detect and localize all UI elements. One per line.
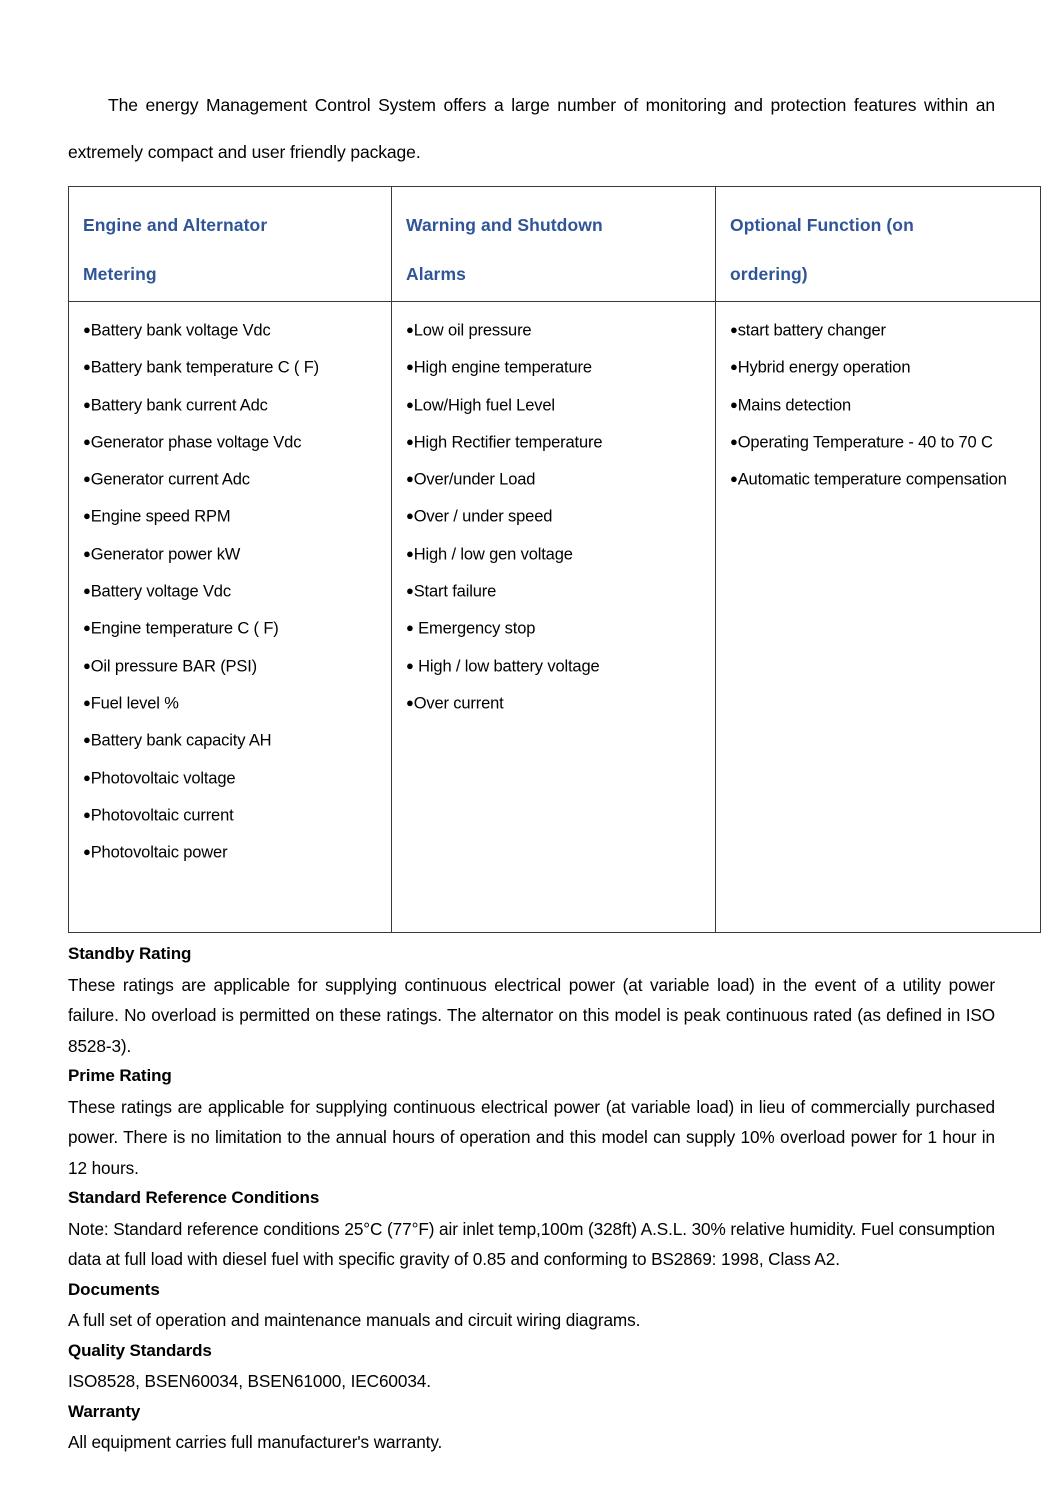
bullet-icon: ● bbox=[83, 433, 91, 449]
feature-list-item-label: Battery bank current Adc bbox=[90, 396, 268, 415]
feature-list-item bbox=[83, 424, 391, 461]
feature-list-item-label: Emergency stop bbox=[413, 619, 536, 638]
feature-list-item bbox=[83, 685, 391, 722]
feature-list-item bbox=[406, 498, 715, 535]
feature-list-item bbox=[730, 461, 1040, 498]
bullet-icon: ● bbox=[730, 396, 738, 412]
bullet-icon: ● bbox=[406, 396, 414, 412]
feature-list-item bbox=[83, 834, 391, 871]
feature-list-item-label: Low/High fuel Level bbox=[413, 396, 555, 415]
bullet-icon: ● bbox=[83, 657, 91, 673]
feature-list-item bbox=[83, 722, 391, 759]
feature-list-item bbox=[83, 573, 391, 610]
feature-list-item bbox=[83, 349, 391, 386]
feature-list-item bbox=[83, 387, 391, 424]
feature-list-item bbox=[730, 349, 1040, 386]
feature-list-item-label: Over / under speed bbox=[413, 507, 553, 526]
feature-list-item-label: Low oil pressure bbox=[413, 321, 532, 340]
feature-list-item bbox=[83, 312, 391, 349]
bullet-icon: ● bbox=[406, 359, 414, 375]
section-body-text: All equipment carries full manufacturer's warranty. bbox=[68, 1432, 443, 1452]
feature-list-item-label: Photovoltaic power bbox=[90, 843, 228, 862]
bullet-icon: ● bbox=[406, 322, 414, 337]
feature-list-item-label: Oil pressure BAR (PSI) bbox=[90, 657, 258, 676]
bullet-icon: ● bbox=[83, 806, 91, 822]
bullet-icon: ● bbox=[406, 583, 414, 599]
feature-list-item bbox=[406, 424, 715, 461]
bullet-icon: ● bbox=[406, 471, 414, 487]
feature-list-item-label: Over current bbox=[413, 694, 504, 713]
bullet-icon: ● bbox=[406, 694, 414, 710]
feature-list-item bbox=[730, 387, 1040, 424]
feature-list-item-label: Battery bank capacity AH bbox=[90, 731, 272, 750]
feature-list-item-label: Fuel level % bbox=[90, 694, 179, 713]
header-line-2: Alarms bbox=[406, 264, 466, 284]
table-body-cell-optional-function bbox=[716, 302, 1041, 933]
section-heading: Warranty bbox=[68, 1401, 141, 1421]
table-body-row bbox=[69, 302, 1041, 933]
section-heading: Quality Standards bbox=[68, 1340, 212, 1360]
feature-list-item bbox=[406, 610, 715, 647]
feature-list-item bbox=[83, 610, 391, 647]
feature-list-item-label: Hybrid energy operation bbox=[737, 358, 911, 377]
bullet-icon: ● bbox=[83, 545, 91, 561]
bullet-icon: ● bbox=[83, 694, 91, 710]
bullet-icon: ● bbox=[730, 471, 738, 487]
feature-list-item bbox=[406, 648, 715, 685]
feature-list-item-label: Operating Temperature - 40 to 70 C bbox=[737, 433, 993, 452]
header-line-1: Optional Function (on bbox=[730, 215, 914, 235]
feature-list-item bbox=[406, 685, 715, 722]
table-header-cell-engine-alternator-metering bbox=[69, 187, 392, 302]
feature-list-item bbox=[83, 648, 391, 685]
feature-list-item bbox=[406, 312, 715, 349]
bullet-icon: ● bbox=[83, 396, 91, 412]
feature-list-item bbox=[406, 387, 715, 424]
header-line-2: ordering) bbox=[730, 264, 808, 284]
header-line-1: Engine and Alternator bbox=[83, 215, 268, 235]
feature-list-item-label: Mains detection bbox=[737, 396, 852, 415]
feature-list-item-label: Generator phase voltage Vdc bbox=[90, 433, 302, 452]
section-heading: Prime Rating bbox=[68, 1066, 172, 1085]
table-header-cell-optional-function bbox=[716, 187, 1041, 302]
feature-list-item-label: Photovoltaic voltage bbox=[90, 769, 236, 788]
bullet-icon: ● bbox=[83, 359, 91, 375]
feature-list-item-label: Battery bank voltage Vdc bbox=[90, 321, 271, 340]
section-body-text: Note: Standard reference conditions 25°C (77°F) air inlet temp,100m (328ft) A.S.L. 30% relative humidity. Fuel consumption data at full load with diesel fuel with specific gravity of 0.85 and conforming to BS2869: 1998, Class A2. bbox=[68, 1218, 995, 1269]
feature-list-item-label: start battery changer bbox=[737, 321, 886, 340]
table-body-cell-engine-alternator-metering bbox=[69, 302, 392, 933]
bullet-icon: ● bbox=[83, 620, 91, 636]
bullet-icon: ● bbox=[83, 471, 91, 487]
bullet-icon: ● bbox=[83, 769, 91, 785]
specification-sections bbox=[68, 939, 995, 1458]
section-body-text: A full set of operation and maintenance manuals and circuit wiring diagrams. bbox=[68, 1310, 641, 1330]
feature-list-column-3 bbox=[730, 312, 1040, 498]
section-body-text: These ratings are applicable for supplying continuous electrical power (at variable load) in lieu of commercially purchased power. There is no limitation to the annual hours of operation and this model can supply 10% overload power for 1 hour in 12 hours. bbox=[68, 1096, 995, 1178]
feature-list-item-label: High / low battery voltage bbox=[413, 657, 600, 676]
feature-list-item-label: Battery voltage Vdc bbox=[90, 582, 231, 601]
document-content bbox=[68, 82, 1007, 1458]
bullet-icon: ● bbox=[406, 620, 414, 636]
feature-list-column-2 bbox=[406, 312, 715, 722]
feature-list-item-label: Start failure bbox=[413, 582, 497, 601]
feature-list-item bbox=[83, 760, 391, 797]
feature-list-item-label: Over/under Load bbox=[413, 470, 536, 489]
table-body-cell-warning-shutdown-alarms bbox=[392, 302, 716, 933]
bullet-icon: ● bbox=[406, 433, 414, 449]
feature-list-item-label: Engine speed RPM bbox=[90, 507, 231, 526]
bullet-icon: ● bbox=[730, 359, 738, 375]
bullet-icon: ● bbox=[83, 322, 91, 337]
feature-list-item-label: High Rectifier temperature bbox=[413, 433, 603, 452]
header-line-1: Warning and Shutdown bbox=[406, 215, 603, 235]
section-body-text: These ratings are applicable for supplying continuous electrical power (at variable load) in the event of a utility power failure. No overload is permitted on these ratings. The alternator on this model is peak continuous rated (as defined in ISO 8528-3). bbox=[68, 974, 995, 1056]
feature-list-item bbox=[406, 573, 715, 610]
feature-list-item-label: High / low gen voltage bbox=[413, 545, 573, 564]
feature-list-item-label: Engine temperature C ( F) bbox=[90, 619, 279, 638]
feature-list-column-1 bbox=[83, 312, 391, 871]
feature-table bbox=[68, 186, 1041, 933]
intro-paragraph: The energy Management Control System offers a large number of monitoring and protection features within an extremely compact and user friendly package. bbox=[68, 95, 995, 162]
section-body-text: ISO8528, BSEN60034, BSEN61000, IEC60034. bbox=[68, 1371, 431, 1391]
bullet-icon: ● bbox=[406, 508, 414, 524]
feature-list-item bbox=[83, 797, 391, 834]
feature-list-item bbox=[83, 536, 391, 573]
table-header-row bbox=[69, 187, 1041, 302]
table-header-cell-warning-shutdown-alarms bbox=[392, 187, 716, 302]
section-heading: Standby Rating bbox=[68, 944, 192, 963]
section-heading: Standard Reference Conditions bbox=[68, 1188, 320, 1207]
bullet-icon: ● bbox=[406, 545, 414, 561]
feature-list-item bbox=[406, 536, 715, 573]
feature-list-item-label: Generator power kW bbox=[90, 545, 241, 564]
feature-list-item bbox=[406, 349, 715, 386]
bullet-icon: ● bbox=[83, 583, 91, 599]
bullet-icon: ● bbox=[406, 657, 414, 673]
feature-list-item bbox=[730, 424, 1040, 461]
feature-list-item-label: High engine temperature bbox=[413, 358, 592, 377]
bullet-icon: ● bbox=[730, 322, 738, 337]
bullet-icon: ● bbox=[83, 508, 91, 524]
feature-list-item-label: Photovoltaic current bbox=[90, 806, 234, 825]
bullet-icon: ● bbox=[83, 844, 91, 860]
feature-list-item-label: Automatic temperature compensation bbox=[737, 470, 1007, 489]
feature-list-item-label: Battery bank temperature C ( F) bbox=[90, 358, 319, 377]
bullet-icon: ● bbox=[730, 433, 738, 449]
feature-list-item bbox=[730, 312, 1040, 349]
header-line-2: Metering bbox=[83, 264, 157, 284]
bullet-icon: ● bbox=[83, 732, 91, 748]
feature-list-item bbox=[83, 498, 391, 535]
section-heading: Documents bbox=[68, 1279, 160, 1299]
feature-list-item bbox=[406, 461, 715, 498]
feature-list-item-label: Generator current Adc bbox=[90, 470, 250, 489]
feature-list-item bbox=[83, 461, 391, 498]
